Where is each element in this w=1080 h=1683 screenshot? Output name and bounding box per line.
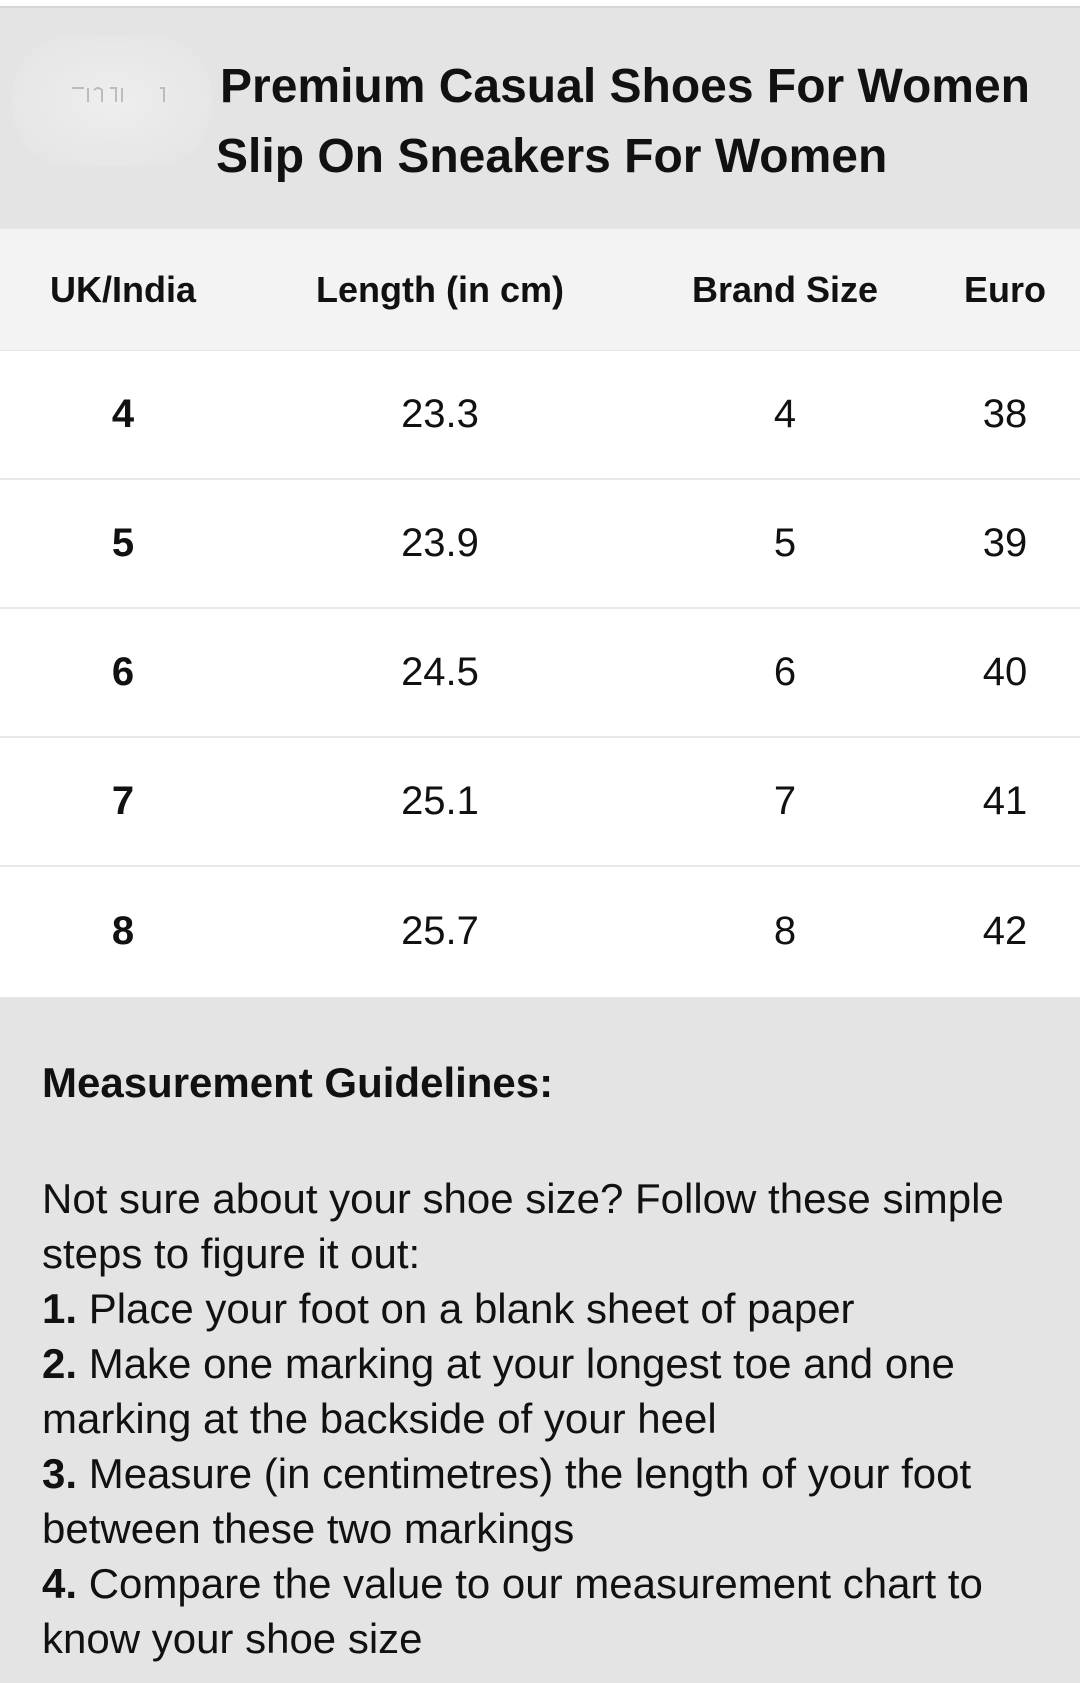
column-header-brand-size: Brand Size — [691, 268, 879, 310]
cell-brand-size: 5 — [773, 521, 797, 565]
step-number: 2. — [42, 1340, 78, 1387]
cell-uk-india: 8 — [111, 909, 135, 953]
step-text: Make one marking at your longest toe and one marking at the backside of your heel — [42, 1340, 955, 1442]
cell-length: 25.1 — [401, 779, 479, 823]
table-row — [0, 738, 1080, 867]
guideline-step — [42, 1281, 1042, 1336]
guidelines-body — [42, 1171, 1042, 1666]
table-row — [0, 867, 1080, 996]
step-text: Place your foot on a blank sheet of paper — [88, 1285, 855, 1332]
cell-euro: 39 — [982, 521, 1028, 565]
title-line-2: Slip On Sneakers For Women — [216, 130, 888, 183]
cell-brand-size: 7 — [773, 779, 797, 823]
table-row — [0, 480, 1080, 609]
guideline-step — [42, 1446, 1042, 1556]
step-text: Measure (in centimetres) the length of your foot between these two markings — [42, 1450, 972, 1552]
cell-brand-size: 6 — [773, 650, 797, 694]
step-number: 3. — [42, 1450, 78, 1497]
measurement-guidelines — [0, 997, 1080, 1683]
guidelines-intro: Not sure about your shoe size? Follow these simple steps to figure it out: — [42, 1175, 1004, 1277]
cell-length: 23.3 — [401, 392, 479, 436]
page-title — [216, 52, 1060, 192]
cell-uk-india: 6 — [111, 650, 135, 694]
step-text: Compare the value to our measurement chart to know your shoe size — [42, 1560, 983, 1662]
column-header-uk-india: UK/India — [49, 268, 196, 310]
step-number: 1. — [42, 1285, 78, 1332]
page-header — [0, 8, 1080, 229]
cell-euro: 42 — [982, 909, 1028, 953]
guideline-step — [42, 1556, 1042, 1666]
guideline-step — [42, 1336, 1042, 1446]
column-header-length: Length (in cm) — [316, 268, 564, 310]
column-header-euro: Euro — [963, 268, 1046, 310]
step-number: 4. — [42, 1560, 78, 1607]
table-row — [0, 609, 1080, 738]
top-divider — [0, 0, 1080, 8]
table-row — [0, 351, 1080, 480]
cell-length: 23.9 — [401, 521, 479, 565]
brand-logo — [12, 36, 212, 166]
cell-euro: 40 — [982, 650, 1028, 694]
cell-euro: 38 — [982, 392, 1028, 436]
size-chart-table — [0, 229, 1080, 996]
title-line-1: Premium Casual Shoes For Women — [220, 60, 1030, 113]
cell-uk-india: 7 — [111, 779, 135, 823]
cell-length: 25.7 — [401, 909, 479, 953]
cell-length: 24.5 — [401, 650, 479, 694]
table-header-row — [0, 229, 1080, 351]
cell-uk-india: 4 — [111, 392, 135, 436]
cell-uk-india: 5 — [111, 521, 135, 565]
cell-brand-size: 4 — [773, 392, 797, 436]
cell-brand-size: 8 — [773, 909, 797, 953]
cell-euro: 41 — [982, 779, 1028, 823]
guidelines-title: Measurement Guidelines: — [42, 1059, 554, 1106]
